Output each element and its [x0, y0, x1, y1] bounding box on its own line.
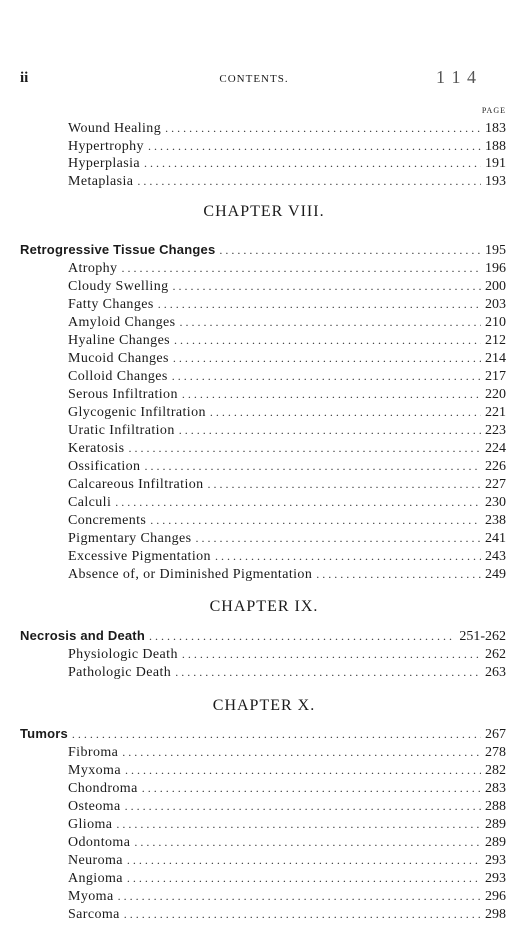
- entry-title: Tumors: [20, 726, 68, 741]
- dot-leader: [316, 565, 481, 583]
- entry-page-number: 241: [485, 531, 506, 546]
- toc-entry: [68, 887, 506, 905]
- entry-page-number: 238: [485, 513, 506, 528]
- page-number: ii: [20, 70, 29, 86]
- entry-title: Glycogenic Infiltration: [68, 405, 206, 420]
- toc-entry: [68, 645, 506, 663]
- entry-page-number: 298: [485, 907, 506, 922]
- dot-leader: [128, 439, 481, 457]
- entry-title: Osteoma: [68, 799, 121, 814]
- toc-entry: [68, 797, 506, 815]
- library-mark: 1 1 4: [436, 67, 477, 87]
- running-head: CONTENTS.: [219, 73, 289, 85]
- entry-page-number: 263: [485, 665, 506, 680]
- entry-page-number: 210: [485, 315, 506, 330]
- toc-entry: [68, 457, 506, 475]
- entry-title: Hyaline Changes: [68, 333, 171, 348]
- toc-entry: [68, 367, 506, 385]
- entry-page-number: 282: [485, 763, 506, 778]
- toc-entry: [68, 493, 506, 511]
- entry-title: Necrosis and Death: [20, 628, 145, 643]
- toc-entry: [68, 403, 506, 421]
- toc-entry: [68, 663, 506, 681]
- entry-page-number: 293: [485, 871, 506, 886]
- dot-leader: [172, 367, 481, 385]
- toc-entry: [68, 172, 506, 190]
- entry-title: Uratic Infiltration: [68, 423, 175, 438]
- dot-leader: [116, 815, 481, 833]
- page-header: [20, 67, 488, 90]
- entry-page-number: 227: [485, 477, 506, 492]
- entry-page-number: 283: [485, 781, 506, 796]
- toc-entry: [68, 565, 506, 583]
- dot-leader: [182, 645, 481, 663]
- entry-title: Amyloid Changes: [68, 315, 176, 330]
- entry-title: Wound Healing: [68, 121, 162, 136]
- entry-page-number: 243: [485, 549, 506, 564]
- entry-title: Odontoma: [68, 835, 131, 850]
- dot-leader: [179, 421, 481, 439]
- entry-page-number: 191: [485, 156, 506, 171]
- entry-page-number: 230: [485, 495, 506, 510]
- entry-page-number: 262: [485, 647, 506, 662]
- toc-entry: [68, 547, 506, 565]
- entry-page-number: 212: [485, 333, 506, 348]
- entry-page-number: 188: [485, 139, 506, 154]
- dot-leader: [144, 154, 481, 172]
- entry-page-number: 223: [485, 423, 506, 438]
- dot-leader: [175, 663, 481, 681]
- toc-entry: [68, 529, 506, 547]
- entry-title: Excessive Pigmentation: [68, 549, 211, 564]
- dot-leader: [121, 259, 481, 277]
- toc-entry: [68, 779, 506, 797]
- dot-leader: [182, 385, 481, 403]
- entry-title: Neuroma: [68, 853, 123, 868]
- entry-page-number: 196: [485, 261, 506, 276]
- dot-leader: [127, 851, 481, 869]
- dot-leader: [137, 172, 481, 190]
- dot-leader: [174, 331, 481, 349]
- entry-title: Pigmentary Changes: [68, 531, 192, 546]
- toc-entry: [68, 439, 506, 457]
- dot-leader: [195, 529, 481, 547]
- entry-page-number: 203: [485, 297, 506, 312]
- toc-main-entry: [20, 627, 506, 645]
- entry-title: Physiologic Death: [68, 647, 178, 662]
- entry-title: Sarcoma: [68, 907, 120, 922]
- dot-leader: [124, 905, 481, 923]
- dot-leader: [148, 137, 481, 155]
- entry-page-number: 200: [485, 279, 506, 294]
- chapter-heading: CHAPTER IX.: [209, 598, 319, 615]
- entry-title: Fatty Changes: [68, 297, 154, 312]
- entry-title: Serous Infiltration: [68, 387, 178, 402]
- entry-title: Chondroma: [68, 781, 138, 796]
- dot-leader: [125, 761, 481, 779]
- toc-entry: [68, 475, 506, 493]
- toc-entry: [68, 277, 506, 295]
- toc-entry: [68, 119, 506, 137]
- entry-title: Pathologic Death: [68, 665, 172, 680]
- entry-page-number: 195: [485, 243, 506, 258]
- toc-main-entry: [20, 241, 506, 259]
- entry-title: Metaplasia: [68, 174, 134, 189]
- dot-leader: [150, 511, 481, 529]
- dot-leader: [173, 277, 481, 295]
- chapter-heading: CHAPTER VIII.: [203, 203, 325, 220]
- dot-leader: [219, 241, 481, 259]
- dot-leader: [158, 295, 481, 313]
- toc-entry: [68, 421, 506, 439]
- toc-entry: [68, 511, 506, 529]
- entry-page-number: 289: [485, 817, 506, 832]
- toc-main-entry: [20, 725, 506, 743]
- toc-entry: [68, 313, 506, 331]
- toc-entry: [68, 833, 506, 851]
- toc-entry: [68, 851, 506, 869]
- dot-leader: [149, 627, 455, 645]
- entry-title: Ossification: [68, 459, 141, 474]
- entry-page-number: 220: [485, 387, 506, 402]
- entry-page-number: 293: [485, 853, 506, 868]
- dot-leader: [115, 493, 481, 511]
- dot-leader: [142, 779, 481, 797]
- dot-leader: [180, 313, 482, 331]
- toc-entry: [68, 154, 506, 172]
- entry-page-number: 288: [485, 799, 506, 814]
- dot-leader: [134, 833, 481, 851]
- entry-page-number: 224: [485, 441, 506, 456]
- toc-entry: [68, 137, 506, 155]
- dot-leader: [173, 349, 481, 367]
- entry-page-number: 267: [485, 727, 506, 742]
- dot-leader: [165, 119, 481, 137]
- entry-title: Concrements: [68, 513, 147, 528]
- page-column-label: PAGE: [481, 106, 506, 115]
- dot-leader: [144, 457, 481, 475]
- toc-entry: [68, 869, 506, 887]
- entry-title: Glioma: [68, 817, 113, 832]
- dot-leader: [127, 869, 481, 887]
- toc-entry: [68, 331, 506, 349]
- entry-title: Calculi: [68, 495, 112, 510]
- dot-leader: [72, 725, 481, 743]
- entry-page-number: 226: [485, 459, 506, 474]
- dot-leader: [118, 887, 481, 905]
- entry-title: Keratosis: [68, 441, 125, 456]
- entry-title: Atrophy: [68, 261, 118, 276]
- entry-page-number: 249: [485, 567, 506, 582]
- toc-entry: [68, 743, 506, 761]
- entry-page-number: 289: [485, 835, 506, 850]
- entry-page-number: 296: [485, 889, 506, 904]
- dot-leader: [208, 475, 481, 493]
- entry-title: Mucoid Changes: [68, 351, 169, 366]
- dot-leader: [122, 743, 481, 761]
- toc-entry: [68, 259, 506, 277]
- toc-entry: [68, 815, 506, 833]
- entry-title: Retrogressive Tissue Changes: [20, 242, 216, 257]
- entry-page-number: 221: [485, 405, 506, 420]
- entry-page-number: 217: [485, 369, 506, 384]
- dot-leader: [125, 797, 481, 815]
- chapter-heading: CHAPTER X.: [212, 697, 316, 714]
- toc-entry: [68, 349, 506, 367]
- entry-page-number: 183: [485, 121, 506, 136]
- entry-page-number: 278: [485, 745, 506, 760]
- dot-leader: [215, 547, 481, 565]
- entry-title: Myxoma: [68, 763, 121, 778]
- toc-entry: [68, 385, 506, 403]
- entry-page-number: 193: [485, 174, 506, 189]
- entry-title: Colloid Changes: [68, 369, 168, 384]
- entry-title: Hyperplasia: [68, 156, 141, 171]
- entry-title: Cloudy Swelling: [68, 279, 169, 294]
- entry-title: Calcareous Infiltration: [68, 477, 204, 492]
- toc-entry: [68, 295, 506, 313]
- entry-title: Absence of, or Diminished Pigmentation: [68, 567, 313, 582]
- dot-leader: [210, 403, 481, 421]
- entry-title: Fibroma: [68, 745, 119, 760]
- entry-page-number: 214: [485, 351, 506, 366]
- entry-title: Myoma: [68, 889, 114, 904]
- entry-page-number: 251-262: [459, 629, 506, 644]
- toc-entry: [68, 905, 506, 923]
- entry-title: Hypertrophy: [68, 139, 144, 154]
- entry-title: Angioma: [68, 871, 123, 886]
- toc-entry: [68, 761, 506, 779]
